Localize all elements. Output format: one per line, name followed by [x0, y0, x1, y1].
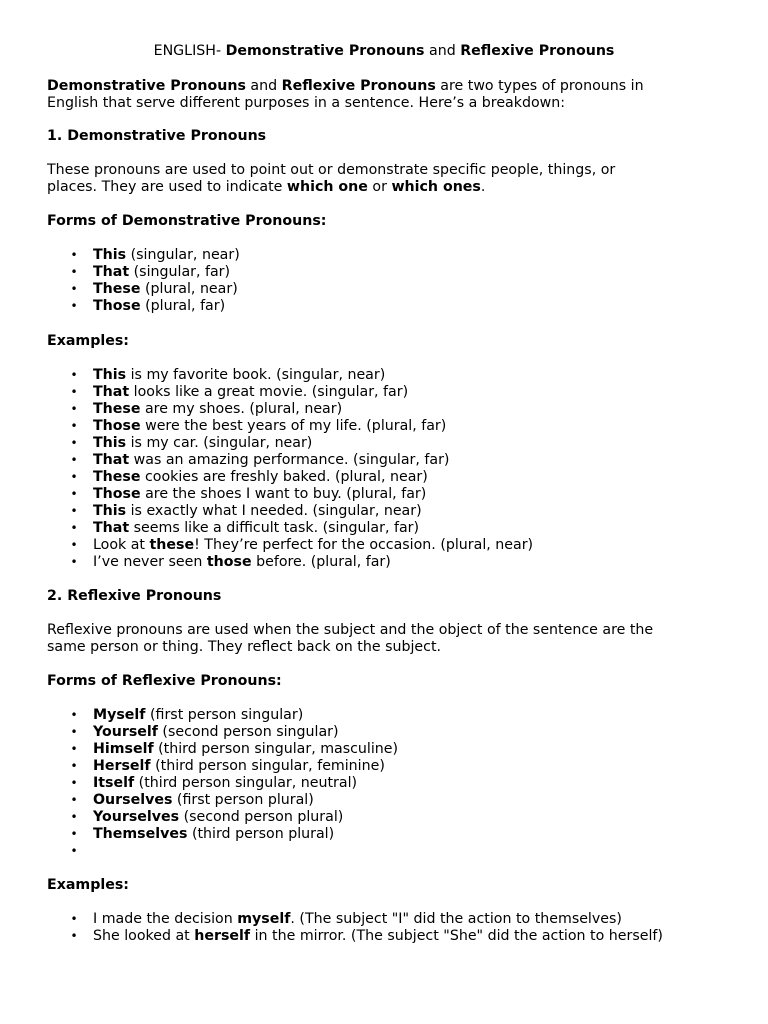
reflexive-forms-heading: Forms of Reflexive Pronouns: — [47, 673, 282, 689]
bullet-icon: • — [70, 793, 78, 807]
list-item — [47, 503, 533, 520]
desc-bold: which ones — [391, 179, 481, 195]
desc-text: . — [480, 179, 486, 195]
bullet-icon: • — [70, 385, 78, 399]
item-bold-term: This — [93, 367, 127, 383]
item-text: is my car. (singular, near) — [126, 435, 313, 451]
reflexive-examples-heading: Examples: — [47, 877, 129, 893]
demonstrative-forms-heading: Forms of Demonstrative Pronouns: — [47, 213, 327, 229]
list-item — [47, 537, 533, 554]
item-bold-term: This — [93, 247, 127, 263]
item-bold-term: Yourselves — [93, 809, 180, 825]
item-text: looks like a great movie. (singular, far) — [129, 384, 409, 400]
bullet-icon: • — [70, 299, 78, 313]
item-text: (singular, near) — [126, 247, 240, 263]
item-text: Look at — [93, 537, 150, 553]
item-text: cookies are freshly baked. (plural, near) — [140, 469, 428, 485]
list-item — [47, 911, 663, 928]
item-bold-term: This — [93, 435, 127, 451]
bullet-icon: • — [70, 453, 78, 467]
section2-desc-line-2: same person or thing. They reflect back on the subject. — [47, 639, 442, 655]
list-item — [47, 758, 398, 775]
item-text: (third person singular, neutral) — [134, 775, 358, 791]
item-bold-term: those — [206, 554, 252, 570]
list-item — [47, 843, 398, 860]
bullet-icon: • — [70, 725, 78, 739]
reflexive-examples-list — [47, 911, 663, 945]
list-item — [47, 775, 398, 792]
item-bold-term: Myself — [93, 707, 146, 723]
item-bold-term: these — [149, 537, 195, 553]
intro-line-2: English that serve different purposes in a sentence. Here’s a breakdown: — [47, 95, 566, 111]
item-text: seems like a difficult task. (singular, far) — [129, 520, 420, 536]
item-text: (plural, far) — [140, 298, 226, 314]
demonstrative-examples-heading: Examples: — [47, 333, 129, 349]
bullet-icon: • — [70, 555, 78, 569]
item-text: was an amazing performance. (singular, far) — [129, 452, 450, 468]
list-item — [47, 486, 533, 503]
item-text: before. (plural, far) — [251, 554, 391, 570]
item-bold-term: These — [93, 469, 141, 485]
list-item — [47, 520, 533, 537]
item-bold-term: Ourselves — [93, 792, 173, 808]
list-item — [47, 741, 398, 758]
bullet-icon: • — [70, 504, 78, 518]
list-item — [47, 435, 533, 452]
demonstrative-examples-list — [47, 367, 533, 571]
item-bold-term: Yourself — [93, 724, 158, 740]
list-item — [47, 792, 398, 809]
item-text: She looked at — [93, 928, 195, 944]
list-item — [47, 554, 533, 571]
section2-heading: 2. Reflexive Pronouns — [47, 588, 222, 604]
list-item — [47, 928, 663, 945]
bullet-icon: • — [70, 759, 78, 773]
item-text: (first person singular) — [145, 707, 304, 723]
item-text: (singular, far) — [129, 264, 231, 280]
demonstrative-forms-list — [47, 247, 240, 315]
item-bold-term: This — [93, 503, 127, 519]
desc-text: or — [367, 179, 392, 195]
intro-bold-2: Reflexive Pronouns — [281, 78, 436, 94]
section1-desc-line-2 — [47, 179, 485, 196]
item-text: is exactly what I needed. (singular, near) — [126, 503, 422, 519]
item-text: (second person plural) — [179, 809, 344, 825]
list-item — [47, 247, 240, 264]
item-text: in the mirror. (The subject "She" did the action to herself) — [250, 928, 663, 944]
item-bold-term: That — [93, 264, 130, 280]
item-bold-term: That — [93, 520, 130, 536]
item-text: . (The subject "I" did the action to themselves) — [290, 911, 622, 927]
list-item — [47, 809, 398, 826]
item-bold-term: These — [93, 281, 141, 297]
intro-bold-1: Demonstrative Pronouns — [47, 78, 246, 94]
bullet-icon: • — [70, 929, 78, 943]
item-text: were the best years of my life. (plural, far) — [140, 418, 447, 434]
title-bold-1: Demonstrative Pronouns — [225, 43, 425, 59]
bullet-icon: • — [70, 265, 78, 279]
bullet-icon: • — [70, 742, 78, 756]
item-text: (first person plural) — [172, 792, 314, 808]
list-item — [47, 264, 240, 281]
intro-text-2: are two types of pronouns in — [435, 78, 644, 94]
item-text: (third person singular, feminine) — [150, 758, 385, 774]
title-connector: and — [424, 43, 461, 59]
bullet-icon: • — [70, 470, 78, 484]
title-prefix: ENGLISH- — [153, 43, 226, 59]
item-text: I made the decision — [93, 911, 238, 927]
item-bold-term: These — [93, 401, 141, 417]
item-bold-term: Himself — [93, 741, 154, 757]
reflexive-forms-list — [47, 707, 398, 860]
item-text: I’ve never seen — [93, 554, 207, 570]
list-item — [47, 724, 398, 741]
bullet-icon: • — [70, 538, 78, 552]
item-text: (second person singular) — [157, 724, 339, 740]
list-item — [47, 826, 398, 843]
item-bold-term: Themselves — [93, 826, 188, 842]
intro-line-1 — [47, 78, 644, 95]
item-text: ! They’re perfect for the occasion. (plural, near) — [194, 537, 534, 553]
list-item — [47, 384, 533, 401]
item-bold-term: That — [93, 452, 130, 468]
item-bold-term: Those — [93, 418, 141, 434]
bullet-icon: • — [70, 844, 78, 858]
bullet-icon: • — [70, 487, 78, 501]
section1-desc-line-1: These pronouns are used to point out or demonstrate specific people, things, or — [47, 162, 616, 178]
item-bold-term: Those — [93, 486, 141, 502]
item-bold-term: Those — [93, 298, 141, 314]
list-item — [47, 707, 398, 724]
list-item — [47, 418, 533, 435]
desc-bold: which one — [286, 179, 368, 195]
list-item — [47, 367, 533, 384]
item-bold-term: That — [93, 384, 130, 400]
list-item — [47, 298, 240, 315]
document-title — [0, 43, 768, 60]
item-bold-term: Herself — [93, 758, 151, 774]
bullet-icon: • — [70, 436, 78, 450]
item-text: (third person singular, masculine) — [153, 741, 399, 757]
list-item — [47, 452, 533, 469]
intro-text-1: and — [245, 78, 282, 94]
title-bold-2: Reflexive Pronouns — [460, 43, 615, 59]
list-item — [47, 401, 533, 418]
bullet-icon: • — [70, 368, 78, 382]
section1-heading: 1. Demonstrative Pronouns — [47, 128, 267, 144]
bullet-icon: • — [70, 521, 78, 535]
desc-text: places. They are used to indicate — [47, 179, 287, 195]
bullet-icon: • — [70, 282, 78, 296]
section2-desc-line-1: Reflexive pronouns are used when the subject and the object of the sentence are the — [47, 622, 654, 638]
item-text: (third person plural) — [187, 826, 335, 842]
bullet-icon: • — [70, 810, 78, 824]
item-bold-term: myself — [237, 911, 291, 927]
bullet-icon: • — [70, 708, 78, 722]
item-text: are my shoes. (plural, near) — [140, 401, 343, 417]
item-bold-term: Itself — [93, 775, 135, 791]
list-item — [47, 281, 240, 298]
bullet-icon: • — [70, 402, 78, 416]
list-item — [47, 469, 533, 486]
item-text: is my favorite book. (singular, near) — [126, 367, 386, 383]
bullet-icon: • — [70, 248, 78, 262]
bullet-icon: • — [70, 419, 78, 433]
item-text: are the shoes I want to buy. (plural, far) — [140, 486, 427, 502]
bullet-icon: • — [70, 776, 78, 790]
item-bold-term: herself — [194, 928, 251, 944]
item-text: (plural, near) — [140, 281, 238, 297]
bullet-icon: • — [70, 912, 78, 926]
bullet-icon: • — [70, 827, 78, 841]
